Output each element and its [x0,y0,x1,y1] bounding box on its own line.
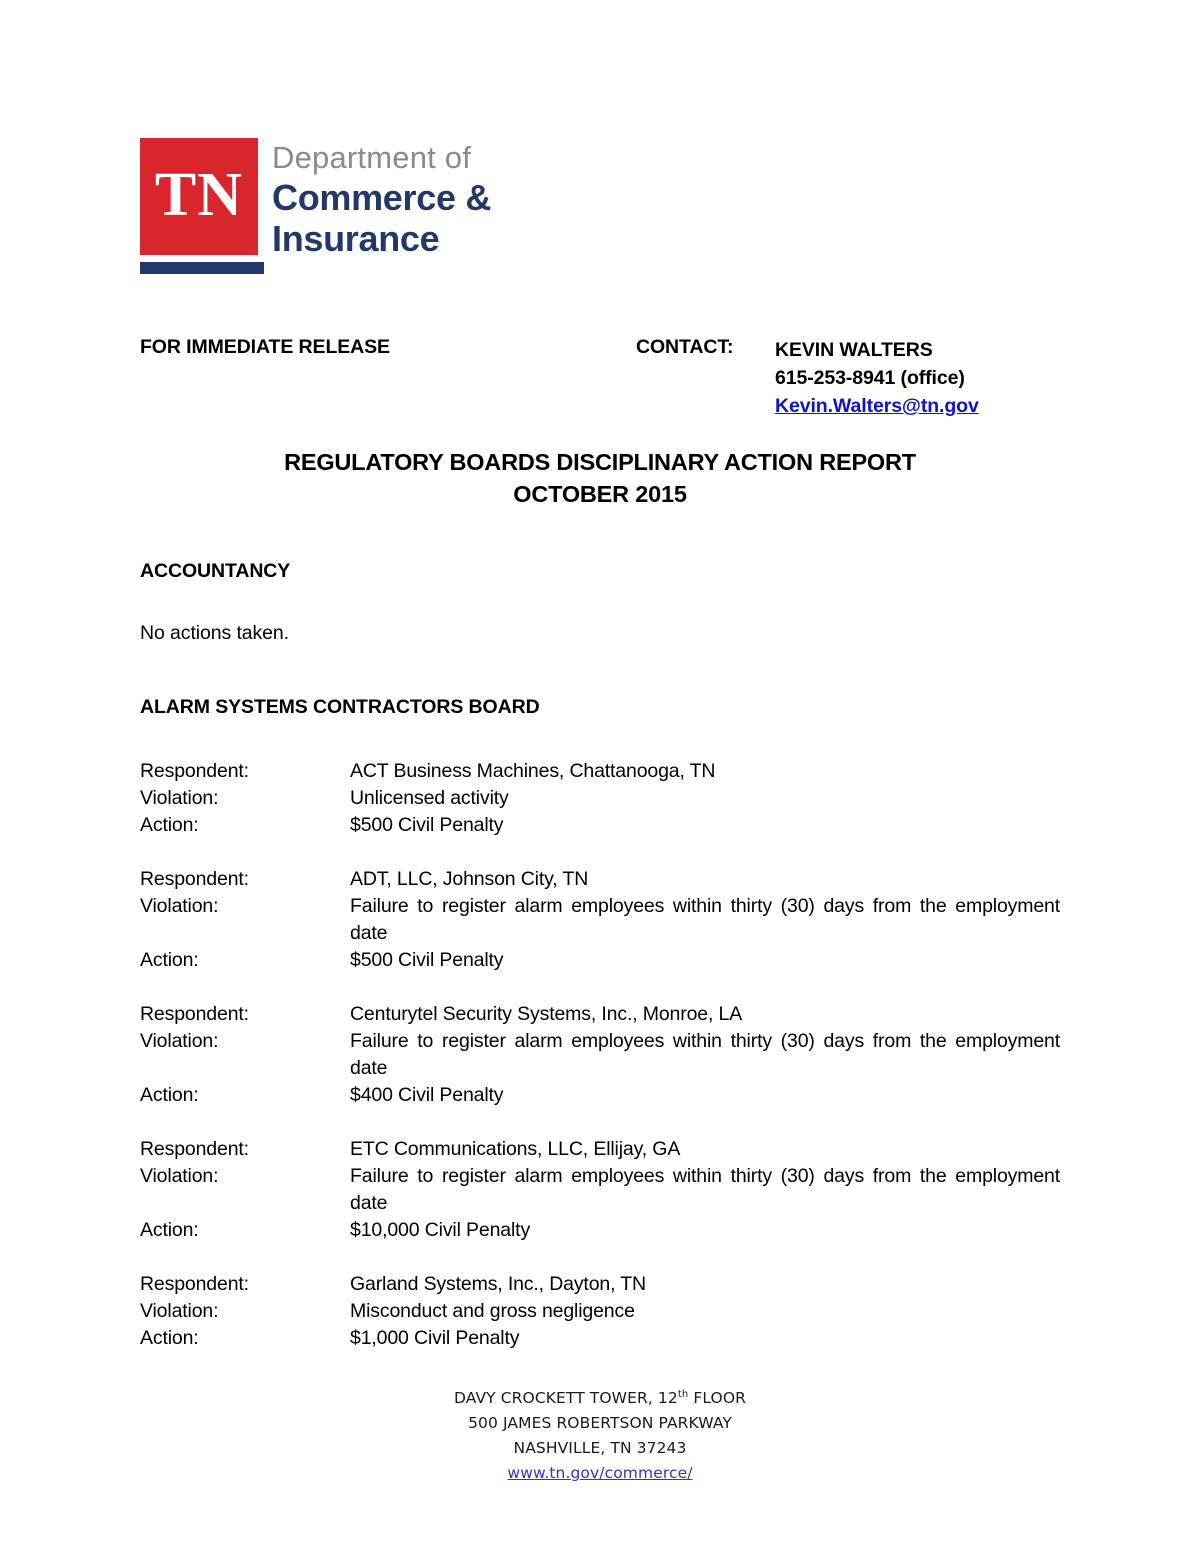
tn-logo-underbar [140,262,264,274]
entry-respondent-label: Respondent: [140,1138,249,1160]
section-note: No actions taken. [140,622,289,644]
disciplinary-entry [140,866,1060,974]
entry-action-label: Action: [140,1084,199,1106]
contact-label: CONTACT: [636,336,734,358]
section-heading: ACCOUNTANCY [140,560,291,582]
entry-violation-value: Failure to register alarm employees within thirty (30) days from the employment date [350,1165,1060,1214]
entry-violation-label: Violation: [140,787,219,809]
entry-respondent-value: ADT, LLC, Johnson City, TN [350,868,589,890]
entry-respondent-value: ACT Business Machines, Chattanooga, TN [350,760,716,782]
footer-tower: DAVY CROCKETT TOWER, 12 [453,1389,678,1407]
entry-action-row [140,947,1060,974]
entry-violation-label: Violation: [140,1165,219,1187]
logo-wordmark [272,140,562,261]
disciplinary-entry [140,1136,1060,1244]
footer-floor: FLOOR [688,1389,747,1407]
logo-department-of: Department of [272,140,472,175]
entry-respondent-label: Respondent: [140,868,249,890]
entry-respondent-value: ETC Communications, LLC, Ellijay, GA [350,1138,681,1160]
footer-address-line-3: NASHVILLE, TN 37243 [513,1439,687,1457]
page-title-line2: OCTOBER 2015 [513,481,687,507]
entry-violation-value: Unlicensed activity [350,787,509,809]
section-accountancy [140,558,1060,646]
contact-phone: 615-253-8941 (office) [775,367,965,389]
contact-details [775,336,979,420]
logo-insurance: Insurance [272,218,440,259]
entry-respondent-label: Respondent: [140,1273,249,1295]
entry-action-label: Action: [140,949,199,971]
section-alarm-systems-contractors-board [140,694,1060,1352]
entry-respondent-label: Respondent: [140,760,249,782]
entry-action-row [140,1325,1060,1352]
entry-violation-value: Misconduct and gross negligence [350,1300,635,1322]
entry-respondent-row [140,758,1060,785]
entry-violation-value: Failure to register alarm employees within thirty (30) days from the employment date [350,1030,1060,1079]
entry-violation-label: Violation: [140,895,219,917]
tn-commerce-insurance-logo [140,138,560,278]
entry-action-label: Action: [140,814,199,836]
entry-respondent-row [140,1001,1060,1028]
disciplinary-entry [140,1271,1060,1352]
entry-respondent-row [140,1271,1060,1298]
entry-violation-label: Violation: [140,1030,219,1052]
section-heading: ALARM SYSTEMS CONTRACTORS BOARD [140,696,540,718]
logo-commerce: Commerce & [272,177,492,218]
entry-respondent-value: Garland Systems, Inc., Dayton, TN [350,1273,646,1295]
entry-violation-row [140,893,1060,947]
entry-action-value: $10,000 Civil Penalty [350,1219,531,1241]
entry-respondent-row [140,1136,1060,1163]
entry-action-row [140,812,1060,839]
entry-action-value: $500 Civil Penalty [350,814,504,836]
entry-violation-row [140,785,1060,812]
disciplinary-entry [140,1001,1060,1109]
entry-action-row [140,1082,1060,1109]
entry-action-row [140,1217,1060,1244]
entry-violation-row [140,1028,1060,1082]
footer-website-link[interactable]: www.tn.gov/commerce/ [507,1464,693,1482]
contact-name: KEVIN WALTERS [775,339,933,361]
entry-violation-row [140,1163,1060,1217]
entry-action-value: $400 Civil Penalty [350,1084,504,1106]
entry-action-value: $500 Civil Penalty [350,949,504,971]
page-title [140,446,1060,510]
footer-ordinal-suffix: th [677,1388,689,1400]
entry-violation-value: Failure to register alarm employees within thirty (30) days from the employment date [350,895,1060,944]
entry-violation-row [140,1298,1060,1325]
entry-action-label: Action: [140,1327,199,1349]
entry-respondent-value: Centurytel Security Systems, Inc., Monroe, LA [350,1003,743,1025]
page-title-line1: REGULATORY BOARDS DISCIPLINARY ACTION REPORT [284,449,916,475]
footer-address-line-2: 500 JAMES ROBERTSON PARKWAY [468,1414,732,1432]
for-immediate-release-label: FOR IMMEDIATE RELEASE [140,336,390,358]
entry-respondent-row [140,866,1060,893]
contact-email-link[interactable]: Kevin.Walters@tn.gov [775,395,979,417]
entry-action-value: $1,000 Civil Penalty [350,1327,520,1349]
disciplinary-entry-list [140,758,1060,1352]
footer-address-line-1 [140,1386,1060,1411]
disciplinary-entry [140,758,1060,839]
page-footer [140,1386,1060,1486]
tn-logo-initials: TN [154,160,244,229]
entry-action-label: Action: [140,1219,199,1241]
entry-respondent-label: Respondent: [140,1003,249,1025]
entry-violation-label: Violation: [140,1300,219,1322]
